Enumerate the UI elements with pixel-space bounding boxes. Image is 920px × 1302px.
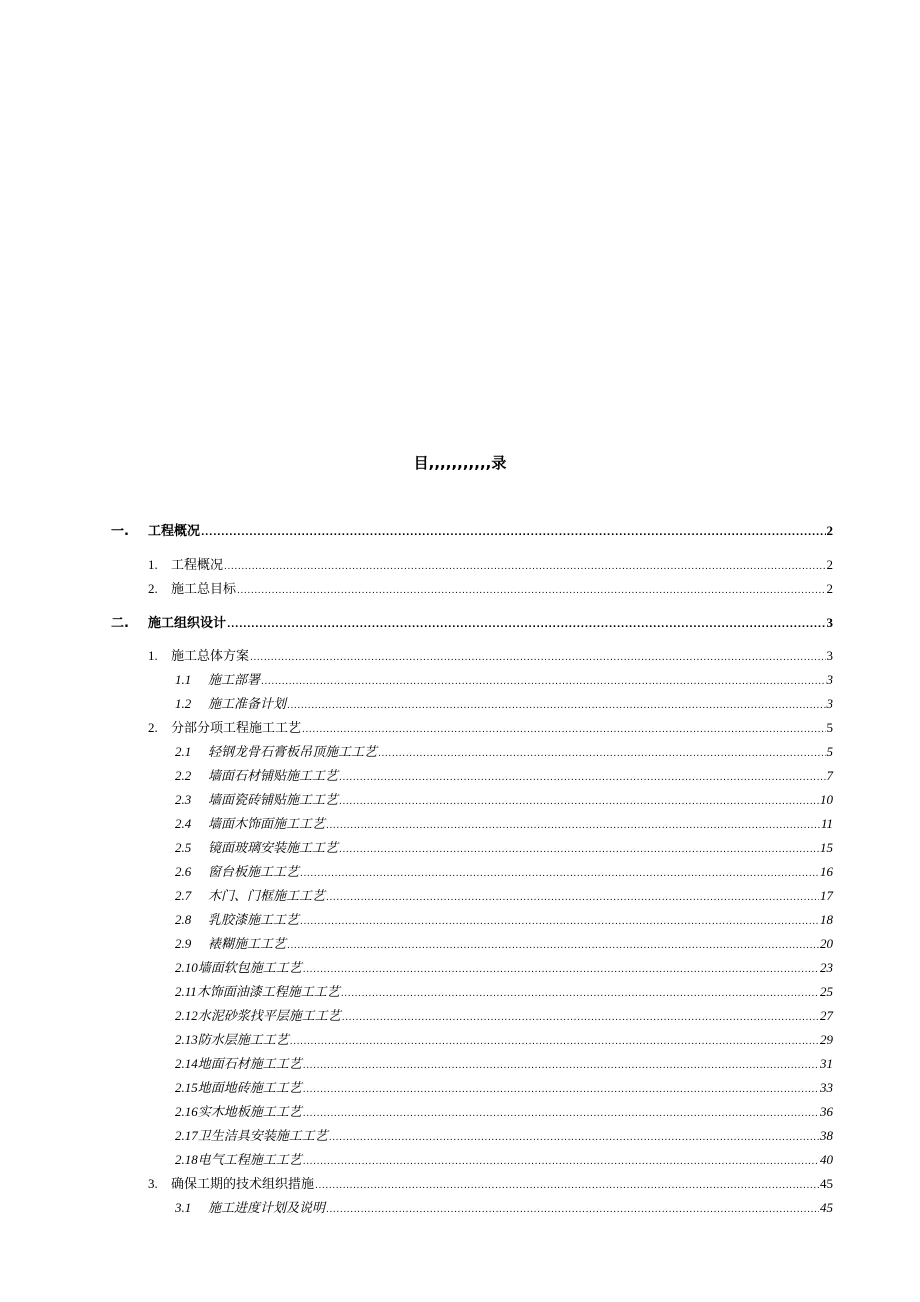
toc-entry-page: 25: [820, 984, 833, 999]
toc-entry[interactable]: [175, 838, 833, 858]
toc-entry-number: 2.3: [175, 792, 192, 807]
dot-leader: [227, 614, 825, 635]
toc-entry-page: 40: [820, 1152, 833, 1167]
dot-leader: [378, 743, 825, 764]
toc-entry-number: 2.12: [175, 1008, 198, 1023]
toc-entry-label: 裱糊施工工艺: [208, 937, 287, 952]
dot-leader: [341, 983, 819, 1004]
toc-entry-label: 水泥砂浆找平层施工工艺: [197, 1009, 341, 1024]
toc-entry-number: 2.14: [175, 1056, 198, 1071]
toc-entry[interactable]: [175, 958, 833, 978]
toc-entry-number: 2.2: [175, 768, 192, 783]
toc-entry-page: 7: [826, 768, 833, 783]
dot-leader: [329, 1127, 819, 1148]
toc-entry-page: 2: [826, 581, 833, 596]
toc-entry-page: 31: [820, 1056, 833, 1071]
toc-entry-page: 45: [820, 1200, 833, 1215]
dot-leader: [302, 719, 825, 740]
toc-entry-number: 二.: [111, 616, 129, 631]
toc-entry-label: 窗台板施工工艺: [208, 865, 300, 880]
toc-entry-page: 16: [820, 864, 833, 879]
toc-entry-label: 木门、门框施工工艺: [208, 889, 326, 904]
toc-entry[interactable]: [175, 1198, 833, 1218]
dot-leader: [326, 887, 819, 908]
toc-entry-label: 施工进度计划及说明: [208, 1201, 326, 1216]
toc-entry-label: 墙面瓷砖铺贴施工工艺: [208, 793, 339, 808]
dot-leader: [326, 815, 820, 836]
toc-entry-number: 2.1: [175, 744, 192, 759]
toc-entry-number: 2.7: [175, 888, 192, 903]
dot-leader: [303, 1151, 819, 1172]
toc-entry-label: 施工准备计划: [208, 697, 287, 712]
toc-entry[interactable]: [175, 862, 833, 882]
toc-entry-number: 2.11: [175, 984, 197, 999]
toc-entry[interactable]: [175, 934, 833, 954]
toc-entry-page: 29: [820, 1032, 833, 1047]
toc-entry-number: 1.: [148, 557, 158, 572]
toc-entry[interactable]: [148, 1174, 833, 1194]
dot-leader: [315, 1175, 819, 1196]
toc-entry-page: 20: [820, 936, 833, 951]
toc-entry-number: 2.4: [175, 816, 192, 831]
toc-entry-chapter-2[interactable]: [111, 613, 833, 633]
toc-entry-page: 18: [820, 912, 833, 927]
toc-entry-page: 27: [820, 1008, 833, 1023]
dot-leader: [261, 671, 825, 692]
dot-leader: [237, 580, 825, 601]
toc-entry-label: 工程概况: [171, 558, 224, 573]
toc-entry-number: 2.6: [175, 864, 192, 879]
toc-entry-label: 乳胶漆施工工艺: [208, 913, 300, 928]
toc-entry-label: 卫生洁具安装施工工艺: [197, 1129, 328, 1144]
dot-leader: [224, 556, 825, 577]
toc-entry-page: 3: [826, 615, 833, 630]
toc-entry-label: 墙面木饰面施工工艺: [208, 817, 326, 832]
toc-entry[interactable]: [175, 886, 833, 906]
toc-entry[interactable]: [175, 766, 833, 786]
toc-entry-number: 2.18: [175, 1152, 198, 1167]
toc-entry-number: 3.1: [175, 1200, 192, 1215]
toc-entry-number: 2.8: [175, 912, 192, 927]
toc-entry[interactable]: [175, 910, 833, 930]
toc-entry-label: 工程概况: [148, 524, 201, 539]
toc-entry-label: 墙面软包施工工艺: [197, 961, 302, 976]
toc-entry[interactable]: [175, 1006, 833, 1026]
toc-entry[interactable]: [148, 646, 833, 666]
toc-entry-page: 5: [826, 720, 833, 735]
dot-leader: [339, 839, 819, 860]
toc-entry-label: 镜面玻璃安装施工工艺: [208, 841, 339, 856]
toc-entry-number: 3.: [148, 1176, 158, 1191]
toc-entry-page: 38: [820, 1128, 833, 1143]
dot-leader: [339, 767, 825, 788]
toc-entry-number: 2.10: [175, 960, 198, 975]
toc-entry-label: 施工组织设计: [148, 616, 227, 631]
dot-leader: [303, 1103, 819, 1124]
toc-entry-number: 2.5: [175, 840, 192, 855]
toc-entry-label: 木饰面油漆工程施工工艺: [196, 985, 340, 1000]
toc-entry[interactable]: [175, 742, 833, 762]
toc-entry[interactable]: [175, 1078, 833, 1098]
toc-entry-number: 1.1: [175, 672, 192, 687]
toc-entry-label: 电气工程施工工艺: [197, 1153, 302, 1168]
toc-entry-page: 23: [820, 960, 833, 975]
dot-leader: [303, 1079, 819, 1100]
toc-entry[interactable]: [175, 670, 833, 690]
dot-leader: [326, 1199, 819, 1220]
toc-entry-number: 2.16: [175, 1104, 198, 1119]
toc-entry[interactable]: [175, 814, 833, 834]
toc-entry-number: 2.15: [175, 1080, 198, 1095]
toc-entry-number: 1.: [148, 648, 158, 663]
toc-entry[interactable]: [175, 1054, 833, 1074]
toc-entry[interactable]: [175, 982, 833, 1002]
toc-entry-label: 施工总目标: [171, 582, 237, 597]
toc-entry-label: 确保工期的技术组织措施: [171, 1177, 315, 1192]
dot-leader: [201, 522, 825, 543]
toc-entry-label: 分部分项工程施工工艺: [171, 721, 302, 736]
toc-entry[interactable]: [175, 694, 833, 714]
toc-entry-page: 10: [820, 792, 833, 807]
toc-entry-label: 地面地砖施工工艺: [197, 1081, 302, 1096]
toc-entry-label: 施工总体方案: [171, 649, 250, 664]
toc-entry-chapter-1[interactable]: [111, 521, 833, 541]
toc-entry-page: 17: [820, 888, 833, 903]
toc-entry-number: 2.13: [175, 1032, 198, 1047]
dot-leader: [290, 1031, 819, 1052]
toc-entry-label: 轻钢龙骨石膏板吊顶施工工艺: [208, 745, 378, 760]
toc-entry-page: 45: [820, 1176, 833, 1191]
toc-entry-number: 2.: [148, 581, 158, 596]
toc-entry[interactable]: [175, 1102, 833, 1122]
dot-leader: [303, 959, 819, 980]
toc-entry-number: 2.9: [175, 936, 192, 951]
dot-leader: [342, 1007, 819, 1028]
toc-title: 目,,,,,,,,,,,录: [413, 454, 507, 472]
toc-entry-number: 1.2: [175, 696, 192, 711]
toc-entry-label: 墙面石材铺贴施工工艺: [208, 769, 339, 784]
toc-entry[interactable]: [175, 1126, 833, 1146]
toc-entry-page: 2: [826, 557, 833, 572]
toc-entry-page: 11: [820, 816, 833, 831]
dot-leader: [339, 791, 819, 812]
toc-entry-page: 3: [826, 672, 833, 687]
dot-leader: [287, 935, 819, 956]
toc-entry[interactable]: [175, 1030, 833, 1050]
toc-entry-number: 2.: [148, 720, 158, 735]
toc-entry-page: 2: [826, 523, 833, 538]
toc-entry-label: 实木地板施工工艺: [197, 1105, 302, 1120]
toc-entry-number: 2.17: [175, 1128, 198, 1143]
toc-entry-number: 一.: [111, 524, 129, 539]
toc-entry-page: 15: [820, 840, 833, 855]
toc-entry-label: 施工部署: [208, 673, 261, 688]
toc-entry-page: 36: [820, 1104, 833, 1119]
dot-leader: [303, 1055, 819, 1076]
toc-entry-page: 3: [826, 696, 833, 711]
toc-entry-label: 地面石材施工工艺: [197, 1057, 302, 1072]
toc-entry[interactable]: [148, 718, 833, 738]
toc-entry-page: 3: [826, 648, 833, 663]
toc-entry[interactable]: [175, 790, 833, 810]
dot-leader: [300, 863, 819, 884]
dot-leader: [250, 647, 825, 668]
toc-entry-label: 防水层施工工艺: [197, 1033, 289, 1048]
toc-entry[interactable]: [148, 579, 833, 599]
dot-leader: [287, 695, 825, 716]
toc-entry-page: 33: [820, 1080, 833, 1095]
toc-entry[interactable]: [175, 1150, 833, 1170]
toc-entry[interactable]: [148, 555, 833, 575]
dot-leader: [300, 911, 819, 932]
toc-entry-page: 5: [826, 744, 833, 759]
